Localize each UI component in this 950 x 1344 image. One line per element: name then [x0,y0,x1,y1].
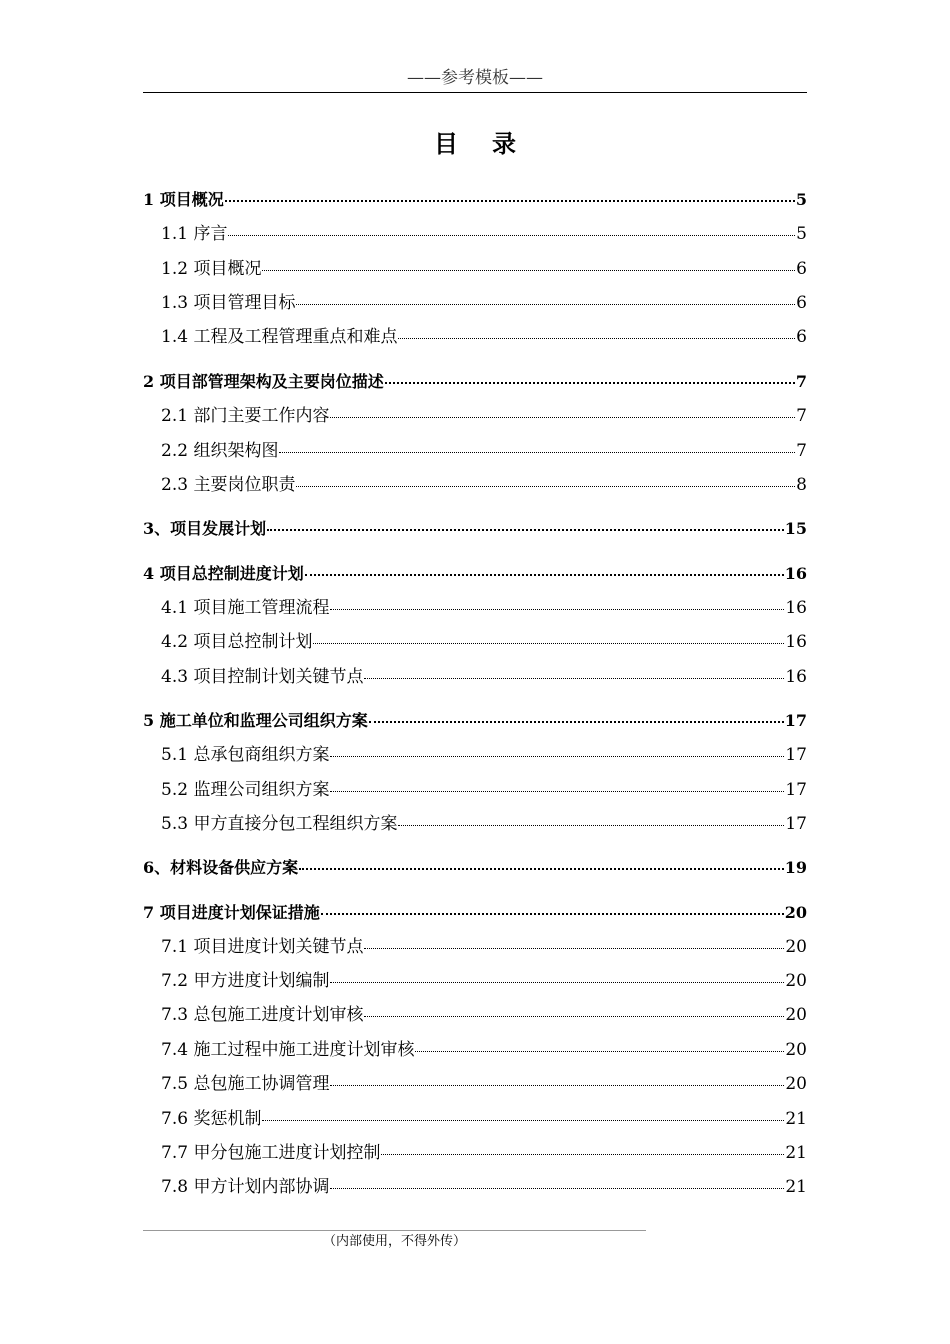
toc-dot-leader [330,416,795,418]
toc-entry-label: 7.3 总包施工进度计划审核 [161,1005,364,1025]
toc-section-entry[interactable] [143,438,807,464]
toc-entry-label: 4.3 项目控制计划关键节点 [161,667,364,687]
toc-page-number: 16 [785,632,807,652]
toc-dot-leader [330,1084,784,1086]
toc-page-number: 7 [795,372,807,391]
toc-page-number: 5 [796,224,807,244]
toc-dot-leader [262,1119,784,1121]
toc-section-entry[interactable] [143,664,807,690]
toc-entry-label: 2.3 主要岗位职责 [161,475,296,495]
toc-page-number: 20 [785,1074,807,1094]
toc-section-entry[interactable] [143,221,807,247]
toc-page-number: 17 [784,711,807,730]
toc-page-number: 20 [785,971,807,991]
toc-page-number: 6 [796,259,807,279]
toc-page-number: 20 [785,937,807,957]
toc-page-number: 17 [785,814,807,834]
toc-dot-leader [330,1187,784,1189]
toc-section-entry[interactable] [143,256,807,282]
toc-chapter-entry[interactable] [143,855,807,881]
toc-entry-label: 1 项目概况 [143,190,224,209]
toc-chapter-entry[interactable] [143,900,807,926]
toc-dot-leader [330,755,784,757]
toc-dot-leader [369,720,784,723]
toc-dot-leader [262,269,795,271]
toc-section-entry[interactable] [143,629,807,655]
toc-entry-label: 7.1 项目进度计划关键节点 [161,937,364,957]
toc-section-entry[interactable] [143,934,807,960]
toc-page-number: 17 [785,780,807,800]
toc-entry-label: 4 项目总控制进度计划 [143,564,304,583]
toc-entry-label: 1.4 工程及工程管理重点和难点 [161,327,398,347]
toc-page-number: 7 [796,441,807,461]
toc-section-entry[interactable] [143,595,807,621]
footer-rule [143,1230,646,1231]
toc-page-number: 6 [796,327,807,347]
toc-page-number: 8 [796,475,807,495]
toc-dot-leader [228,234,795,236]
toc-entry-label: 5.2 监理公司组织方案 [161,780,330,800]
toc-section-entry[interactable] [143,1174,807,1200]
toc-entry-label: 5.1 总承包商组织方案 [161,745,330,765]
toc-dot-leader [321,912,784,915]
toc-chapter-entry[interactable] [143,187,807,213]
toc-section-entry[interactable] [143,290,807,316]
toc-entry-label: 4.1 项目施工管理流程 [161,598,330,618]
header-rule [143,92,807,93]
toc-entry-label: 5.3 甲方直接分包工程组织方案 [161,814,398,834]
toc-section-entry[interactable] [143,1140,807,1166]
toc-section-entry[interactable] [143,472,807,498]
toc-page-number: 21 [785,1177,807,1197]
toc-section-entry[interactable] [143,968,807,994]
toc-dot-leader [299,867,784,870]
toc-dot-leader [364,1015,784,1017]
toc-page-number: 17 [785,745,807,765]
toc-section-entry[interactable] [143,742,807,768]
toc-page-number: 5 [795,190,807,209]
toc-page-number: 20 [784,903,807,922]
toc-entry-label: 2.2 组织架构图 [161,441,279,461]
toc-dot-leader [267,528,784,531]
toc-section-entry[interactable] [143,403,807,429]
page-footer-text: （内部使用，不得外传） [322,1234,466,1249]
page-header-text: ——参考模板—— [407,68,543,88]
toc-section-entry[interactable] [143,1106,807,1132]
toc-dot-leader [313,642,784,644]
toc-entry-label: 7.8 甲方计划内部协调 [161,1177,330,1197]
toc-dot-leader [330,981,784,983]
toc-entry-label: 2 项目部管理架构及主要岗位描述 [143,372,384,391]
toc-chapter-entry[interactable] [143,369,807,395]
toc-page-number: 21 [785,1109,807,1129]
toc-dot-leader [296,303,795,305]
toc-dot-leader [415,1050,784,1052]
toc-entry-label: 5 施工单位和监理公司组织方案 [143,711,368,730]
toc-dot-leader [385,381,795,384]
toc-entry-label: 1.1 序言 [161,224,228,244]
toc-entry-label: 1.2 项目概况 [161,259,262,279]
toc-dot-leader [364,947,784,949]
toc-section-entry[interactable] [143,1002,807,1028]
toc-page-number: 19 [784,858,807,877]
toc-entry-label: 2.1 部门主要工作内容 [161,406,330,426]
toc-entry-label: 7.5 总包施工协调管理 [161,1074,330,1094]
toc-dot-leader [398,337,795,339]
toc-entry-label: 6、材料设备供应方案 [143,858,299,877]
toc-dot-leader [279,451,795,453]
toc-entry-label: 1.3 项目管理目标 [161,293,296,313]
toc-dot-leader [225,199,795,202]
toc-chapter-entry[interactable] [143,708,807,734]
toc-page-number: 6 [796,293,807,313]
toc-entry-label: 7 项目进度计划保证措施 [143,903,320,922]
toc-dot-leader [305,573,784,576]
toc-entry-label: 3、项目发展计划 [143,519,267,538]
toc-page-number: 7 [796,406,807,426]
toc-dot-leader [330,608,784,610]
toc-entry-label: 7.6 奖惩机制 [161,1109,262,1129]
page-title: 目录 [434,129,550,158]
toc-section-entry[interactable] [143,1071,807,1097]
toc-page-number: 21 [785,1143,807,1163]
toc-section-entry[interactable] [143,324,807,350]
toc-page-number: 20 [785,1040,807,1060]
toc-chapter-entry[interactable] [143,516,807,542]
toc-section-entry[interactable] [143,777,807,803]
toc-dot-leader [398,824,784,826]
toc-page-number: 15 [784,519,807,538]
toc-section-entry[interactable] [143,811,807,837]
toc-dot-leader [364,677,784,679]
toc-section-entry[interactable] [143,1037,807,1063]
toc-entry-label: 7.4 施工过程中施工进度计划审核 [161,1040,415,1060]
toc-dot-leader [296,485,795,487]
toc-page-number: 16 [784,564,807,583]
toc-dot-leader [330,790,784,792]
toc-page-number: 16 [785,667,807,687]
toc-entry-label: 7.2 甲方进度计划编制 [161,971,330,991]
toc-entry-label: 4.2 项目总控制计划 [161,632,313,652]
toc-dot-leader [381,1153,784,1155]
toc-chapter-entry[interactable] [143,561,807,587]
toc-page-number: 16 [785,598,807,618]
toc-entry-label: 7.7 甲分包施工进度计划控制 [161,1143,381,1163]
toc-page-number: 20 [785,1005,807,1025]
